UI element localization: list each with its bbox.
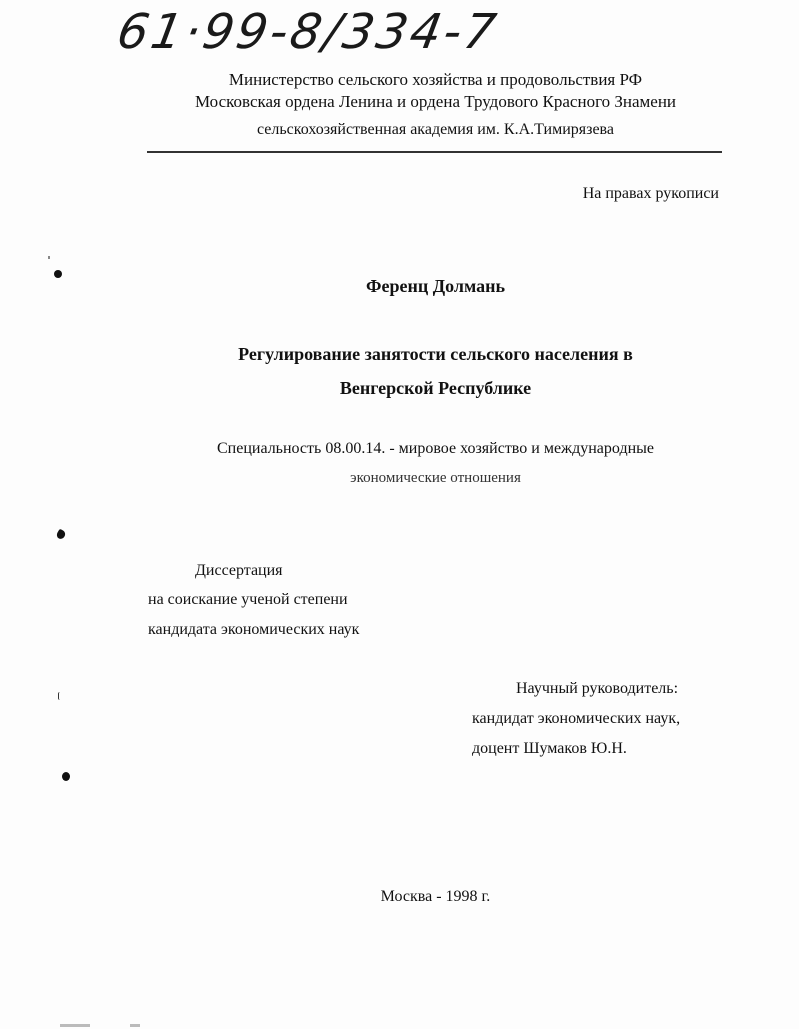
place-and-year: Москва - 1998 г.: [380, 888, 491, 905]
binder-hole-mark: [54, 270, 62, 278]
ministry-line-1: Министерство сельского хозяйства и продовольствия РФ: [228, 70, 643, 89]
specialty-line-2: экономические отношения: [350, 470, 521, 486]
dissertation-title-line-2: Венгерской Республике: [339, 378, 532, 398]
scan-artifact: [58, 692, 62, 700]
binder-hole-mark: [55, 529, 66, 541]
dissertation-label-line-3: кандидата экономических наук: [148, 621, 360, 638]
scan-artifact: [60, 1024, 90, 1027]
dissertation-label-line-2: на соискание ученой степени: [148, 591, 348, 608]
ministry-line-2: Московская ордена Ленина и ордена Трудового Красного Знамени: [194, 92, 677, 111]
ministry-line-3: сельскохозяйственная академия им. К.А.Тимирязева: [256, 121, 614, 138]
specialty-line-1: Специальность 08.00.14. - мировое хозяйство и международные: [216, 440, 654, 457]
supervisor-line-1: Научный руководитель:: [516, 680, 679, 697]
header-divider: [147, 151, 722, 153]
dissertation-label-line-1: Диссертация: [195, 562, 283, 579]
scan-artifact: [130, 1024, 140, 1027]
manuscript-rights-note: На правах рукописи: [582, 185, 719, 202]
supervisor-line-3: доцент Шумаков Ю.Н.: [472, 740, 627, 757]
handwritten-catalog-code: 61·99-8/334-7: [113, 4, 503, 60]
author-name: Ференц Долмань: [366, 276, 505, 296]
supervisor-line-2: кандидат экономических наук,: [472, 710, 681, 727]
dissertation-title-line-1: Регулирование занятости сельского населения в: [238, 344, 633, 364]
scan-artifact: [48, 256, 50, 259]
binder-hole-mark: [62, 772, 70, 781]
